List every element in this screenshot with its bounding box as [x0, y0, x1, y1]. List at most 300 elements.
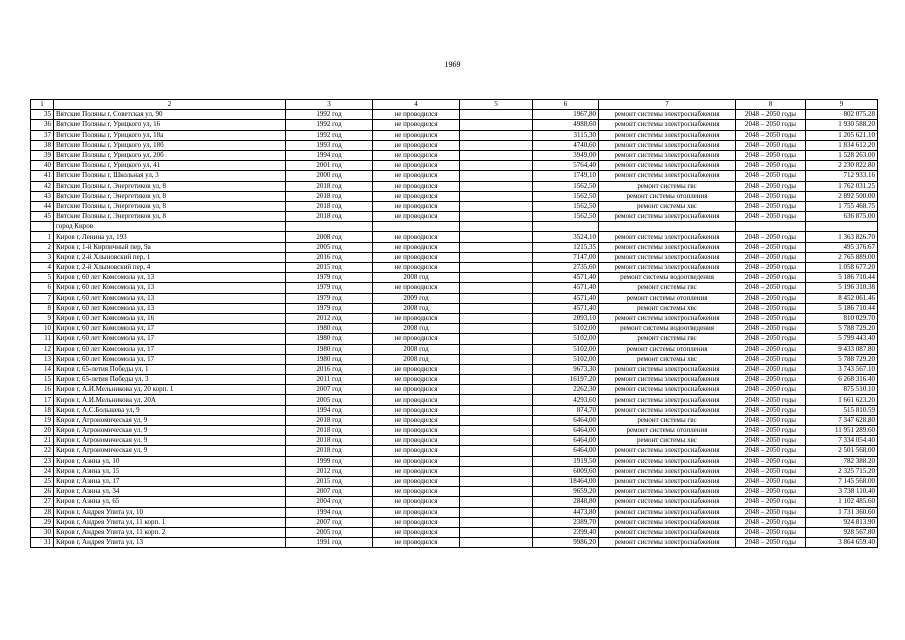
area-cell: 2735,60 — [533, 263, 599, 273]
row-number-cell: 17 — [31, 395, 54, 405]
address-cell: Вятские Поляны г, Энергетиков ул, 8 — [54, 181, 286, 191]
last-repair-cell: не проводился — [373, 181, 460, 191]
area-cell: 4571,40 — [533, 303, 599, 313]
period-cell: 2048 – 2050 годы — [736, 466, 806, 476]
row-number-cell: 44 — [31, 201, 54, 211]
period-cell: 2048 – 2050 годы — [736, 171, 806, 181]
empty-cell — [460, 232, 533, 242]
address-cell: Киров г, 65-летия Победы ул, 1 — [54, 364, 286, 374]
table-row — [31, 191, 878, 201]
built-year-cell: 2018 год — [286, 181, 373, 191]
built-year-cell: 1979 год — [286, 293, 373, 303]
built-year-cell: 1979 год — [286, 273, 373, 283]
period-cell: 2048 – 2050 годы — [736, 354, 806, 364]
cost-cell: 5 799 443.40 — [806, 334, 878, 344]
table-row — [31, 497, 878, 507]
area-cell: 4571,40 — [533, 283, 599, 293]
row-number-cell: 13 — [31, 354, 54, 364]
table-row — [31, 283, 878, 293]
row-number-cell: 4 — [31, 263, 54, 273]
last-repair-cell: не проводился — [373, 446, 460, 456]
area-cell: 9659,20 — [533, 487, 599, 497]
table-row — [31, 487, 878, 497]
last-repair-cell: 2008 год — [373, 273, 460, 283]
area-cell: 3949,00 — [533, 150, 599, 160]
column-number-cell: 5 — [460, 100, 533, 110]
table-row — [31, 517, 878, 527]
address-cell: Киров г, 60 лет Комсомола ул, 17 — [54, 324, 286, 334]
work-type-cell: ремонт системы электроснабжения — [599, 385, 736, 395]
row-number-cell: 28 — [31, 507, 54, 517]
address-cell: Киров г, Агрономическая ул, 9 — [54, 415, 286, 425]
table-row — [31, 426, 878, 436]
period-cell: 2048 – 2050 годы — [736, 303, 806, 313]
last-repair-cell: 2008 год — [373, 344, 460, 354]
area-cell: 3524,10 — [533, 232, 599, 242]
built-year-cell: 1994 год — [286, 150, 373, 160]
address-cell: Киров г, А.И.Мельникова ул, 20 корп. 1 — [54, 385, 286, 395]
cost-cell: 1 102 485.60 — [806, 497, 878, 507]
table-row — [31, 354, 878, 364]
empty-cell — [460, 303, 533, 313]
cost-cell: 3 864 659.40 — [806, 538, 878, 548]
area-cell: 4571,40 — [533, 293, 599, 303]
last-repair-cell: 2008 год — [373, 324, 460, 334]
cost-cell: 1 058 677.20 — [806, 263, 878, 273]
period-cell: 2048 – 2050 годы — [736, 252, 806, 262]
built-year-cell: 2018 год — [286, 446, 373, 456]
empty-cell — [460, 140, 533, 150]
row-number-cell: 5 — [31, 273, 54, 283]
last-repair-cell: не проводился — [373, 263, 460, 273]
work-type-cell: ремонт системы электроснабжения — [599, 150, 736, 160]
last-repair-cell: не проводился — [373, 497, 460, 507]
area-cell: 3115,30 — [533, 130, 599, 140]
last-repair-cell: 2009 год — [373, 293, 460, 303]
work-type-cell: ремонт системы электроснабжения — [599, 497, 736, 507]
last-repair-cell: 2008 год — [373, 354, 460, 364]
cost-cell: 1 205 621.10 — [806, 130, 878, 140]
table-row — [31, 242, 878, 252]
row-number-cell: 36 — [31, 120, 54, 130]
area-cell: 18464,00 — [533, 476, 599, 486]
last-repair-cell: не проводился — [373, 507, 460, 517]
row-number-cell: 22 — [31, 446, 54, 456]
period-cell: 2048 – 2050 годы — [736, 456, 806, 466]
cost-cell: 7 145 568.00 — [806, 476, 878, 486]
last-repair-cell: не проводился — [373, 110, 460, 120]
table-row — [31, 334, 878, 344]
address-cell: Киров г, Агрономическая ул, 9 — [54, 426, 286, 436]
built-year-cell: 1991 год — [286, 538, 373, 548]
empty-cell — [460, 120, 533, 130]
row-number-cell: 10 — [31, 324, 54, 334]
empty-cell — [460, 538, 533, 548]
built-year-cell: 2018 год — [286, 191, 373, 201]
table-header-row — [31, 100, 878, 110]
table-row — [31, 364, 878, 374]
address-cell: Киров г, 60 лет Комсомола ул, 13 — [54, 283, 286, 293]
row-number-cell: 45 — [31, 212, 54, 222]
table-row — [31, 385, 878, 395]
last-repair-cell: не проводился — [373, 436, 460, 446]
cost-cell: 1 755 468.75 — [806, 201, 878, 211]
built-year-cell: 1979 год — [286, 283, 373, 293]
empty-cell — [460, 364, 533, 374]
row-number-cell: 27 — [31, 497, 54, 507]
work-type-cell: ремонт системы электроснабжения — [599, 232, 736, 242]
table-row — [31, 324, 878, 334]
cost-cell: 1 661 623.20 — [806, 395, 878, 405]
area-cell: 4293,60 — [533, 395, 599, 405]
period-cell: 2048 – 2050 годы — [736, 497, 806, 507]
built-year-cell: 2005 год — [286, 242, 373, 252]
empty-cell — [460, 446, 533, 456]
cost-cell: 5 186 710.44 — [806, 303, 878, 313]
last-repair-cell: не проводился — [373, 527, 460, 537]
address-cell: Киров г, 65-летия Победы ул, 3 — [54, 375, 286, 385]
period-cell: 2048 – 2050 годы — [736, 487, 806, 497]
built-year-cell: 1980 год — [286, 324, 373, 334]
row-number-cell: 12 — [31, 344, 54, 354]
address-cell: Киров г, Азина ул, 17 — [54, 476, 286, 486]
last-repair-cell: не проводился — [373, 201, 460, 211]
row-number-cell: 23 — [31, 456, 54, 466]
built-year-cell: 2005 год — [286, 395, 373, 405]
address-cell: Киров г, 60 лет Комсомола ул, 17 — [54, 344, 286, 354]
row-number-cell: 21 — [31, 436, 54, 446]
period-cell — [736, 222, 806, 232]
table-row — [31, 313, 878, 323]
address-cell: Киров г, А.И.Мельникова ул, 20А — [54, 395, 286, 405]
built-year-cell: 2015 год — [286, 263, 373, 273]
address-cell: Киров г, Азина ул, 34 — [54, 487, 286, 497]
work-type-cell: ремонт системы хвс — [599, 201, 736, 211]
table-row — [31, 344, 878, 354]
last-repair-cell: не проводился — [373, 130, 460, 140]
built-year-cell: 1980 год — [286, 344, 373, 354]
period-cell: 2048 – 2050 годы — [736, 130, 806, 140]
work-type-cell: ремонт системы электроснабжения — [599, 120, 736, 130]
address-cell: Киров г, 1-й Кирпичный пер, 9а — [54, 242, 286, 252]
empty-cell — [460, 212, 533, 222]
row-number-cell: 40 — [31, 161, 54, 171]
table-row — [31, 171, 878, 181]
cost-cell: 5 196 310.38 — [806, 283, 878, 293]
work-type-cell: ремонт системы электроснабжения — [599, 161, 736, 171]
address-cell: Киров г, Азина ул, 65 — [54, 497, 286, 507]
address-cell: Вятские Поляны г, Энергетиков ул, 8 — [54, 201, 286, 211]
area-cell: 2093,10 — [533, 313, 599, 323]
row-number-cell: 24 — [31, 466, 54, 476]
table-row — [31, 212, 878, 222]
address-cell: Вятские Поляны г, Урицкого ул, 16 — [54, 120, 286, 130]
cost-cell: 810 029.70 — [806, 313, 878, 323]
cost-cell: 2 325 715.20 — [806, 466, 878, 476]
table-row — [31, 273, 878, 283]
cost-cell: 5 788 729.20 — [806, 354, 878, 364]
area-cell: 6464,00 — [533, 426, 599, 436]
row-number-cell: 31 — [31, 538, 54, 548]
row-number-cell: 20 — [31, 426, 54, 436]
area-cell: 1562,50 — [533, 201, 599, 211]
work-type-cell — [599, 222, 736, 232]
area-cell: 1215,35 — [533, 242, 599, 252]
work-type-cell: ремонт системы электроснабжения — [599, 527, 736, 537]
cost-cell: 9 433 087.80 — [806, 344, 878, 354]
address-cell: Вятские Поляны г, Урицкого ул, 18б — [54, 140, 286, 150]
row-number-cell: 8 — [31, 303, 54, 313]
table-row — [31, 232, 878, 242]
last-repair-cell — [373, 222, 460, 232]
work-type-cell: ремонт системы водоотведения — [599, 324, 736, 334]
built-year-cell: 2007 год — [286, 487, 373, 497]
empty-cell — [460, 456, 533, 466]
cost-cell: 11 951 289.60 — [806, 426, 878, 436]
built-year-cell: 2001 год — [286, 161, 373, 171]
work-type-cell: ремонт системы электроснабжения — [599, 446, 736, 456]
cost-cell: 6 268 316.40 — [806, 375, 878, 385]
table-row — [31, 252, 878, 262]
area-cell: 5102,00 — [533, 334, 599, 344]
cost-cell: 2 230 822.80 — [806, 161, 878, 171]
cost-cell: 712 933.16 — [806, 171, 878, 181]
cost-cell: 2 765 889.00 — [806, 252, 878, 262]
row-number-cell: 3 — [31, 252, 54, 262]
period-cell: 2048 – 2050 годы — [736, 364, 806, 374]
table-row — [31, 150, 878, 160]
period-cell: 2048 – 2050 годы — [736, 395, 806, 405]
column-number-cell: 6 — [533, 100, 599, 110]
address-cell: Вятские Поляны г, Энергетиков ул, 8 — [54, 191, 286, 201]
period-cell: 2048 – 2050 годы — [736, 110, 806, 120]
address-cell: Вятские Поляны г, Советская ул, 90 — [54, 110, 286, 120]
area-cell: 1749,10 — [533, 171, 599, 181]
work-type-cell: ремонт системы отопления — [599, 293, 736, 303]
work-type-cell: ремонт системы электроснабжения — [599, 517, 736, 527]
table-row — [31, 130, 878, 140]
row-number-cell: 18 — [31, 405, 54, 415]
cost-cell: 5 788 729.20 — [806, 324, 878, 334]
empty-cell — [460, 415, 533, 425]
cost-cell: 515 810.59 — [806, 405, 878, 415]
row-number-cell: 26 — [31, 487, 54, 497]
cost-cell: 1 528 263.00 — [806, 150, 878, 160]
work-type-cell: ремонт системы электроснабжения — [599, 242, 736, 252]
last-repair-cell: не проводился — [373, 385, 460, 395]
work-type-cell: ремонт системы хвс — [599, 436, 736, 446]
cost-cell: 875 510.10 — [806, 385, 878, 395]
address-cell: Вятские Поляны г, Урицкого ул, 20б — [54, 150, 286, 160]
address-cell: Киров г, 60 лет Комсомола ул, 17 — [54, 334, 286, 344]
built-year-cell: 2016 год — [286, 252, 373, 262]
built-year-cell: 2016 год — [286, 364, 373, 374]
area-cell: 6464,00 — [533, 415, 599, 425]
last-repair-cell: не проводился — [373, 140, 460, 150]
period-cell: 2048 – 2050 годы — [736, 517, 806, 527]
work-type-cell: ремонт системы водоотведения — [599, 273, 736, 283]
cost-cell — [806, 222, 878, 232]
last-repair-cell: не проводился — [373, 232, 460, 242]
area-cell: 6009,60 — [533, 466, 599, 476]
empty-cell — [460, 293, 533, 303]
table-row — [31, 456, 878, 466]
address-cell: Киров г, 60 лет Комсомола ул, 13 — [54, 303, 286, 313]
area-cell: 1562,50 — [533, 212, 599, 222]
empty-cell — [460, 527, 533, 537]
cost-cell: 924 813.90 — [806, 517, 878, 527]
built-year-cell: 1980 год — [286, 334, 373, 344]
cost-cell: 636 875.00 — [806, 212, 878, 222]
area-cell: 4988,60 — [533, 120, 599, 130]
area-cell: 4473,80 — [533, 507, 599, 517]
row-number-cell: 9 — [31, 313, 54, 323]
area-cell: 2399,40 — [533, 527, 599, 537]
empty-cell — [460, 222, 533, 232]
column-number-cell: 7 — [599, 100, 736, 110]
row-number-cell: 14 — [31, 364, 54, 374]
empty-cell — [460, 487, 533, 497]
built-year-cell: 1992 год — [286, 130, 373, 140]
table-row — [31, 415, 878, 425]
last-repair-cell: не проводился — [373, 395, 460, 405]
last-repair-cell: не проводился — [373, 283, 460, 293]
cost-cell: 5 186 710.44 — [806, 273, 878, 283]
area-cell: 9673,30 — [533, 364, 599, 374]
period-cell: 2048 – 2050 годы — [736, 201, 806, 211]
row-number-cell: 35 — [31, 110, 54, 120]
table-row — [31, 436, 878, 446]
last-repair-cell: не проводился — [373, 171, 460, 181]
section-row — [31, 222, 878, 232]
address-cell: Вятские Поляны г, Урицкого ул, 41 — [54, 161, 286, 171]
cost-cell: 1 930 588.20 — [806, 120, 878, 130]
cost-cell: 802 075.28 — [806, 110, 878, 120]
work-type-cell: ремонт системы отопления — [599, 191, 736, 201]
period-cell: 2048 – 2050 годы — [736, 344, 806, 354]
row-number-cell: 11 — [31, 334, 54, 344]
cost-cell: 7 334 054.40 — [806, 436, 878, 446]
row-number-cell: 15 — [31, 375, 54, 385]
address-cell: Киров г, Азина ул, 15 — [54, 466, 286, 476]
address-cell: Вятские Поляны г, Школьная ул, 3 — [54, 171, 286, 181]
row-number-cell: 39 — [31, 150, 54, 160]
work-type-cell: ремонт системы гвс — [599, 334, 736, 344]
work-type-cell: ремонт системы электроснабжения — [599, 313, 736, 323]
area-cell: 1919,50 — [533, 456, 599, 466]
cost-cell: 7 347 628.80 — [806, 415, 878, 425]
area-cell: 7147,00 — [533, 252, 599, 262]
last-repair-cell: не проводился — [373, 415, 460, 425]
work-type-cell: ремонт системы электроснабжения — [599, 130, 736, 140]
period-cell: 2048 – 2050 годы — [736, 120, 806, 130]
work-type-cell: ремонт системы электроснабжения — [599, 395, 736, 405]
last-repair-cell: не проводился — [373, 161, 460, 171]
table-row — [31, 293, 878, 303]
work-type-cell: ремонт системы электроснабжения — [599, 507, 736, 517]
empty-cell — [460, 283, 533, 293]
period-cell: 2048 – 2050 годы — [736, 538, 806, 548]
period-cell: 2048 – 2050 годы — [736, 313, 806, 323]
last-repair-cell: не проводился — [373, 120, 460, 130]
built-year-cell: 2012 год — [286, 313, 373, 323]
period-cell: 2048 – 2050 годы — [736, 436, 806, 446]
work-type-cell: ремонт системы хвс — [599, 354, 736, 364]
row-number-cell: 25 — [31, 476, 54, 486]
last-repair-cell: не проводился — [373, 252, 460, 262]
cost-cell: 2 892 500.00 — [806, 191, 878, 201]
period-cell: 2048 – 2050 годы — [736, 242, 806, 252]
work-type-cell: ремонт системы электроснабжения — [599, 263, 736, 273]
area-cell: 874,70 — [533, 405, 599, 415]
empty-cell — [460, 252, 533, 262]
table-row — [31, 466, 878, 476]
last-repair-cell: не проводился — [373, 487, 460, 497]
column-number-cell: 4 — [373, 100, 460, 110]
last-repair-cell: не проводился — [373, 375, 460, 385]
address-cell: Киров г, 2-й Хлыновский пер, 1 — [54, 252, 286, 262]
period-cell: 2048 – 2050 годы — [736, 334, 806, 344]
work-type-cell: ремонт системы гвс — [599, 415, 736, 425]
work-type-cell: ремонт системы электроснабжения — [599, 487, 736, 497]
row-number-cell: 41 — [31, 171, 54, 181]
built-year-cell: 2018 год — [286, 436, 373, 446]
empty-cell — [460, 405, 533, 415]
last-repair-cell: не проводился — [373, 426, 460, 436]
empty-cell — [460, 150, 533, 160]
built-year-cell: 1992 год — [286, 110, 373, 120]
work-type-cell: ремонт системы электроснабжения — [599, 110, 736, 120]
built-year-cell: 2004 год — [286, 497, 373, 507]
address-cell: Киров г, 60 лет Комсомола ул, 17 — [54, 354, 286, 364]
area-cell: 2848,80 — [533, 497, 599, 507]
cost-cell: 3 738 110.40 — [806, 487, 878, 497]
table-row — [31, 161, 878, 171]
area-cell: 6464,00 — [533, 446, 599, 456]
built-year-cell: 2012 год — [286, 466, 373, 476]
last-repair-cell: не проводился — [373, 313, 460, 323]
empty-cell — [460, 466, 533, 476]
column-number-cell: 3 — [286, 100, 373, 110]
built-year-cell: 1992 год — [286, 120, 373, 130]
last-repair-cell: не проводился — [373, 212, 460, 222]
row-number-cell: 6 — [31, 283, 54, 293]
area-cell: 5102,00 — [533, 324, 599, 334]
last-repair-cell: не проводился — [373, 466, 460, 476]
table-row — [31, 395, 878, 405]
period-cell: 2048 – 2050 годы — [736, 446, 806, 456]
work-type-cell: ремонт системы электроснабжения — [599, 171, 736, 181]
period-cell: 2048 – 2050 годы — [736, 181, 806, 191]
period-cell: 2048 – 2050 годы — [736, 263, 806, 273]
empty-cell — [460, 181, 533, 191]
table-row — [31, 375, 878, 385]
empty-cell — [460, 201, 533, 211]
area-cell: 5102,00 — [533, 344, 599, 354]
work-type-cell: ремонт системы хвс — [599, 303, 736, 313]
last-repair-cell: не проводился — [373, 405, 460, 415]
empty-cell — [460, 324, 533, 334]
empty-cell — [460, 242, 533, 252]
empty-cell — [460, 130, 533, 140]
last-repair-cell: 2008 год — [373, 303, 460, 313]
period-cell: 2048 – 2050 годы — [736, 405, 806, 415]
empty-cell — [460, 334, 533, 344]
last-repair-cell: не проводился — [373, 191, 460, 201]
address-cell: Киров г, 60 лет Комсомола ул, 16 — [54, 313, 286, 323]
row-number-cell: 43 — [31, 191, 54, 201]
row-number-cell: 19 — [31, 415, 54, 425]
